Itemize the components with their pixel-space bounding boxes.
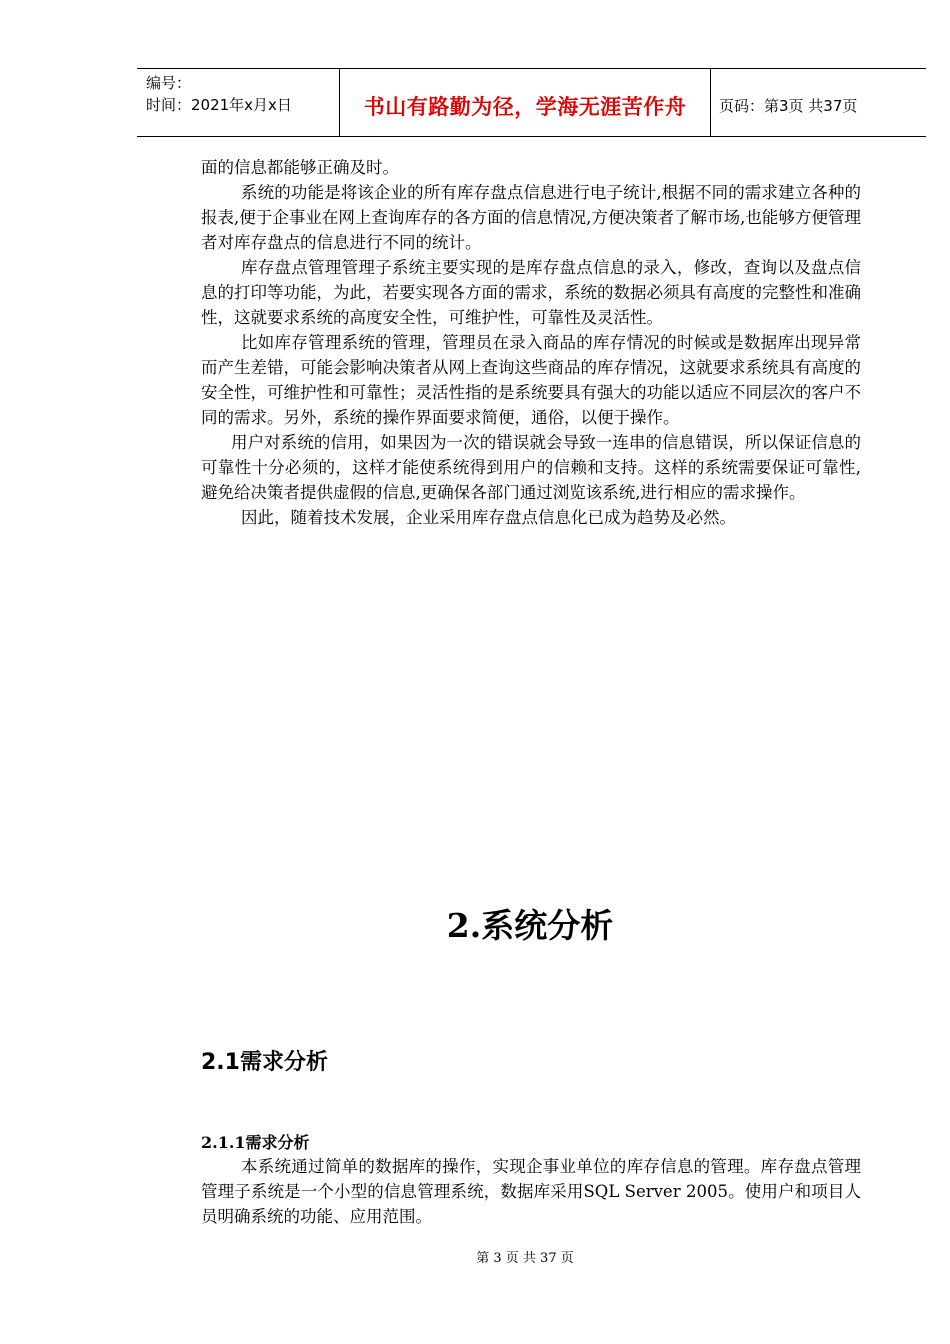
chapter-title: 2.系统分析 (446, 906, 614, 945)
header-page-info (711, 69, 926, 136)
paragraph: 库存盘点管理管理子系统主要实现的是库存盘点信息的录入，修改，查询以及盘点信息的打印等功能，为此，若要实现各方面的需求，系统的数据必须具有高度的完整性和准确性，这就要求系统的高度安全性，可维护性，可靠性及灵活性。 (201, 258, 861, 327)
section-title: 2.1需求分析 (201, 1050, 328, 1075)
page-info-text: 页码：第3页 共37页 (719, 97, 858, 115)
subsection-body (201, 1154, 861, 1229)
paragraph: 本系统通过简单的数据库的操作，实现企事业单位的库存信息的管理。库存盘点管理管理子系统是一个小型的信息管理系统，数据库采用SQL Server 2005。使用户和项目人员明确系统的功能、应用范围。 (201, 1157, 861, 1226)
subsection-title: 2.1.1需求分析 (201, 1133, 310, 1152)
body-text (201, 155, 861, 530)
header-motto: 书山有路勤为径，学海无涯苦作舟 (363, 93, 687, 119)
page-footer: 第 3 页 共 37 页 (476, 1251, 574, 1266)
paragraph: 面的信息都能够正确及时。 (201, 158, 399, 177)
paragraph: 比如库存管理系统的管理，管理员在录入商品的库存情况的时候或是数据库出现异常而产生差错，可能会影响决策者从网上查询这些商品的库存情况，这就要求系统具有高度的安全性，可维护性和可靠性；灵活性指的是系统要具有强大的功能以适应不同层次的客户不同的需求。另外，系统的操作界面要求简便，通俗，以便于操作。 (201, 333, 861, 427)
document-number-label: 编号： (146, 74, 192, 92)
document-date: 时间：2021年x月x日 (146, 96, 292, 114)
paragraph: 因此，随着技术发展，企业采用库存盘点信息化已成为趋势及必然。 (241, 508, 736, 527)
header-meta (137, 69, 339, 136)
paragraph: 用户对系统的信用，如果因为一次的错误就会导致一连串的信息错误，所以保证信息的可靠性十分必须的，这样才能使系统得到用户的信赖和支持。这样的系统需要保证可靠性,避免给决策者提供虚假的信息,更确保各部门通过浏览该系统,进行相应的需求操作。 (201, 433, 861, 502)
header-motto-cell (339, 69, 711, 136)
paragraph: 系统的功能是将该企业的所有库存盘点信息进行电子统计,根据不同的需求建立各种的报表,便于企事业在网上查询库存的各方面的信息情况,方便决策者了解市场,也能够方便管理者对库存盘点的信息进行不同的统计。 (201, 183, 861, 252)
page-header (137, 68, 926, 137)
